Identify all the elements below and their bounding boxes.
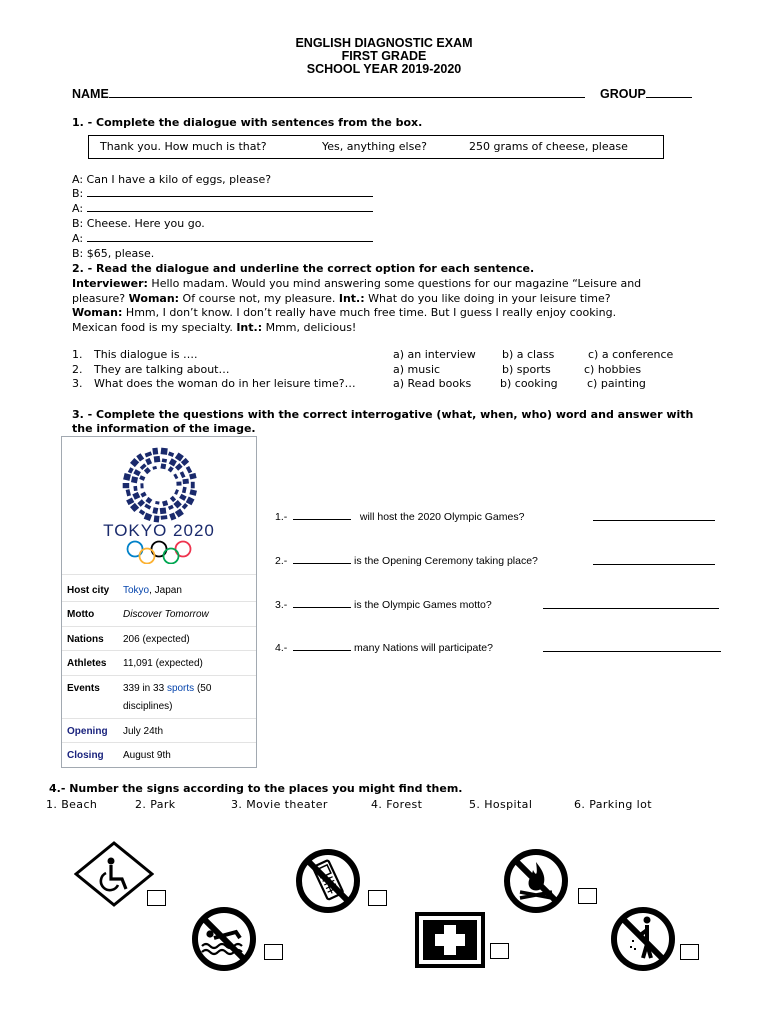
- emblem-checker: [180, 471, 186, 478]
- emblem-checker: [144, 467, 151, 474]
- olympic-question-2[interactable]: 2.- is the Opening Ceremony taking place?: [275, 555, 538, 567]
- infobox-label-host-city: Host city: [67, 585, 110, 596]
- place-2: 2. Park: [135, 798, 176, 811]
- name-blank[interactable]: [109, 87, 585, 98]
- emblem-checker: [189, 489, 197, 496]
- emblem-checker: [130, 458, 139, 467]
- dialogue-line-6: B: $65, please.: [72, 247, 155, 260]
- infobox-label-events: Events: [67, 683, 100, 694]
- place-1: 1. Beach: [46, 798, 98, 811]
- reading-line-2: pleasure? Woman: Of course not, my pleasure. Int.: What do you like doing in your leisure time?: [72, 292, 611, 305]
- option-b[interactable]: b) a class: [502, 348, 555, 361]
- place-3: 3. Movie theater: [231, 798, 328, 811]
- infobox-value-nations: 206 (expected): [123, 634, 190, 645]
- emblem-checker: [137, 499, 145, 507]
- infobox-value-athletes: 11,091 (expected): [123, 658, 203, 669]
- emblem-checker: [169, 458, 177, 466]
- reading-line-4: Mexican food is my specialty. Int.: Mmm, delicious!: [72, 321, 357, 334]
- infobox-value-host-city: Tokyo, Japan: [123, 585, 182, 596]
- no-phone-icon: [290, 848, 370, 914]
- emblem-checker: [126, 497, 134, 505]
- answer-blank[interactable]: [593, 554, 715, 565]
- infobox-value-events-line2: disciplines): [123, 701, 173, 712]
- tokyo-link[interactable]: Tokyo: [123, 585, 150, 596]
- section3-title-line2: the information of the image.: [72, 422, 256, 435]
- emblem-checker: [139, 475, 145, 481]
- dialogue-line-2[interactable]: B:: [72, 186, 373, 201]
- infobox-label-motto: Motto: [67, 609, 95, 620]
- first-aid-cross-icon: [413, 910, 489, 972]
- section3-title-line1: 3. - Complete the questions with the correct interrogative (what, when, who) word and answer with: [72, 408, 694, 421]
- emblem-checker: [123, 483, 130, 488]
- olympic-question-3[interactable]: 3.- is the Olympic Games motto?: [275, 599, 492, 611]
- dialogue-line-4: B: Cheese. Here you go.: [72, 217, 205, 230]
- name-field[interactable]: [72, 87, 585, 101]
- emblem-checker: [160, 507, 167, 514]
- exam-title: ENGLISH DIAGNOSTIC EXAM: [295, 36, 473, 50]
- olympic-question-1[interactable]: 1.- will host the 2020 Olympic Games?: [275, 511, 525, 523]
- tokyo-2020-emblem-icon: [114, 445, 206, 525]
- group-field[interactable]: [600, 87, 692, 101]
- emblem-checker: [186, 466, 192, 474]
- emblem-checker: [175, 463, 183, 471]
- interrogative-blank[interactable]: [293, 509, 351, 520]
- no-swimming-icon: [184, 906, 264, 972]
- no-fire-icon: [496, 848, 576, 914]
- infobox-value-closing: August 9th: [123, 750, 171, 761]
- emblem-checker: [170, 496, 176, 502]
- answer-blank[interactable]: [87, 201, 373, 212]
- emblem-checker: [152, 507, 158, 514]
- no-littering-icon: [603, 906, 683, 972]
- dialogue-line-1: A: Can I have a kilo of eggs, please?: [72, 173, 272, 186]
- emblem-checker: [161, 515, 168, 520]
- emblem-checker: [168, 505, 174, 510]
- infobox-value-motto: Discover Tomorrow: [123, 609, 209, 620]
- emblem-checker: [145, 451, 152, 457]
- wheelchair-icon: [74, 841, 154, 907]
- olympics-infobox: [61, 436, 257, 768]
- option-3: 250 grams of cheese, please: [469, 140, 628, 153]
- emblem-checker: [133, 469, 141, 476]
- sign-number-box[interactable]: [368, 890, 387, 906]
- emblem-checker: [179, 494, 187, 501]
- emblem-checker: [186, 496, 195, 505]
- section4-title: 4.- Number the signs according to the places you might find them.: [49, 782, 463, 795]
- emblem-checker: [130, 503, 139, 512]
- sign-number-box[interactable]: [680, 944, 699, 960]
- emblem-checker: [161, 448, 168, 455]
- emblem-checker: [136, 453, 144, 461]
- answer-blank[interactable]: [543, 641, 721, 652]
- option-b[interactable]: b) cooking: [500, 377, 558, 390]
- emblem-checker: [181, 458, 189, 466]
- emblem-checker: [176, 481, 181, 485]
- emblem-checker: [126, 489, 131, 496]
- name-label: NAME: [72, 87, 109, 101]
- tokyo-2020-wordmark: TOKYO 2020: [103, 521, 215, 540]
- sports-link[interactable]: sports: [166, 683, 195, 694]
- group-label: GROUP: [600, 87, 646, 101]
- place-5: 5. Hospital: [469, 798, 533, 811]
- emblem-checker: [162, 458, 167, 462]
- option-a[interactable]: a) an interview: [393, 348, 476, 361]
- olympic-question-4[interactable]: 4.- many Nations will participate?: [275, 642, 493, 654]
- option-2: Yes, anything else?: [322, 140, 427, 153]
- emblem-checker: [173, 500, 181, 508]
- option-c[interactable]: c) a conference: [588, 348, 674, 361]
- interrogative-blank[interactable]: [293, 553, 351, 564]
- place-4: 4. Forest: [371, 798, 423, 811]
- emblem-checker: [182, 503, 188, 509]
- option-c[interactable]: c) hobbies: [584, 363, 642, 376]
- emblem-checker: [173, 473, 178, 479]
- emblem-checker: [162, 500, 168, 506]
- option-b[interactable]: b) sports: [502, 363, 551, 376]
- emblem-checker: [152, 448, 158, 455]
- emblem-checker: [152, 466, 157, 470]
- infobox-value-opening: July 24th: [123, 726, 164, 737]
- answer-blank[interactable]: [87, 231, 373, 242]
- section2-title: 2. - Read the dialogue and underline the correct option for each sentence.: [72, 262, 535, 275]
- emblem-checker: [123, 473, 131, 481]
- emblem-checker: [168, 466, 174, 472]
- emblem-checker: [140, 483, 143, 488]
- answer-blank[interactable]: [87, 186, 373, 197]
- answer-blank[interactable]: [543, 598, 719, 609]
- emblem-checker: [189, 473, 197, 480]
- option-1: Thank you. How much is that?: [100, 140, 267, 153]
- emblem-checker: [131, 476, 138, 483]
- place-6: 6. Parking lot: [574, 798, 652, 811]
- reading-line-3: Woman: Hmm, I don’t know. I don’t really have much free time. But I guess I really enjoy cooking.: [72, 306, 617, 319]
- emblem-checker: [168, 452, 174, 457]
- emblem-checker: [182, 487, 187, 494]
- interrogative-blank[interactable]: [293, 597, 351, 608]
- infobox-value-events: 339 in 33 sports (50: [123, 683, 212, 694]
- emblem-checker: [144, 504, 151, 510]
- emblem-checker: [154, 456, 161, 463]
- answer-blank[interactable]: [593, 510, 715, 521]
- emblem-checker: [139, 509, 145, 515]
- sign-number-box[interactable]: [578, 888, 597, 904]
- sign-number-box[interactable]: [147, 890, 166, 906]
- emblem-checker: [155, 501, 159, 505]
- sign-number-box[interactable]: [490, 943, 509, 959]
- interrogative-blank[interactable]: [293, 640, 351, 651]
- emblem-checker: [132, 492, 140, 500]
- dialogue-line-3[interactable]: A:: [72, 201, 373, 216]
- school-year: SCHOOL YEAR 2019-2020: [306, 62, 462, 76]
- option-a[interactable]: a) Read books: [393, 377, 472, 390]
- emblem-checker: [175, 508, 184, 517]
- group-blank[interactable]: [646, 87, 692, 98]
- infobox-label-closing[interactable]: Closing: [67, 750, 104, 761]
- olympic-rings-icon: [124, 540, 194, 564]
- emblem-checker: [191, 482, 195, 489]
- infobox-label-athletes: Athletes: [67, 658, 107, 669]
- emblem-checker: [140, 492, 146, 498]
- emblem-checker: [145, 497, 152, 504]
- emblem-checker: [128, 467, 134, 473]
- option-a[interactable]: a) music: [393, 363, 441, 376]
- section1-title: 1. - Complete the dialogue with sentences from the box.: [72, 116, 423, 129]
- grade-title: FIRST GRADE: [341, 49, 427, 63]
- emblem-checker: [175, 452, 184, 461]
- emblem-checker: [160, 463, 166, 469]
- emblem-checker: [133, 486, 137, 491]
- sign-number-box[interactable]: [264, 944, 283, 960]
- emblem-checker: [145, 458, 152, 465]
- option-c[interactable]: c) painting: [587, 377, 646, 390]
- emblem-checker: [182, 479, 189, 484]
- emblem-checker: [169, 513, 176, 521]
- infobox-label-opening[interactable]: Opening: [67, 726, 108, 737]
- dialogue-line-5[interactable]: A:: [72, 231, 373, 246]
- infobox-label-nations: Nations: [67, 634, 104, 645]
- emblem-checker: [174, 489, 179, 495]
- reading-line-1: Interviewer: Hello madam. Would you mind answering some questions for our magazine “Leisure and: [72, 277, 642, 290]
- emblem-checker: [144, 513, 152, 521]
